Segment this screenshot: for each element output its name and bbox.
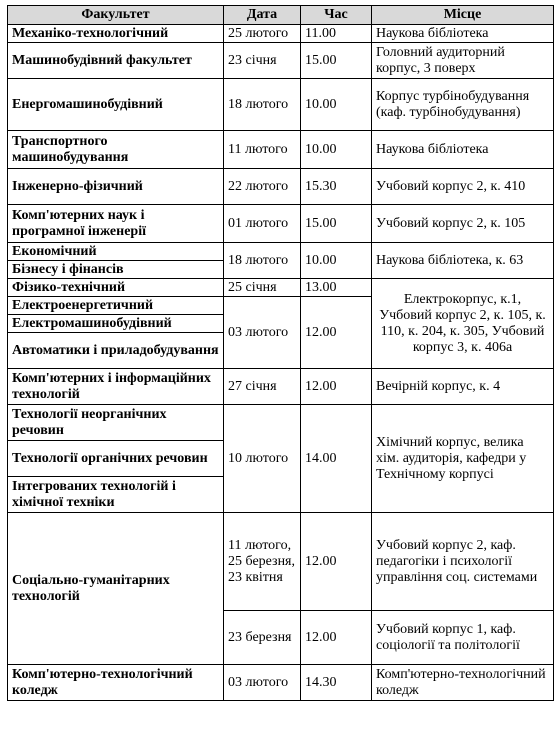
date-cell: 23 березня: [224, 611, 301, 665]
header-row: [8, 6, 554, 25]
date-cell: 18 лютого: [224, 79, 301, 131]
date-cell: 11 лютого: [224, 131, 301, 169]
date-cell: 22 лютого: [224, 169, 301, 205]
time-cell: 12.00: [301, 297, 372, 369]
time-cell: 14.30: [301, 665, 372, 701]
time-cell: 15.30: [301, 169, 372, 205]
faculty-cell: Механіко-технологічний: [8, 25, 224, 43]
faculty-cell: Електроенергетичний: [8, 297, 224, 315]
date-cell: 25 лютого: [224, 25, 301, 43]
schedule-table: [7, 5, 554, 701]
place-cell: Учбовий корпус 2, к. 410: [372, 169, 554, 205]
table-row: [8, 279, 554, 297]
faculty-cell: Соціально-гуманітарних технологій: [8, 513, 224, 665]
faculty-cell: Інтегрованих технологій і хімічної техніки: [8, 477, 224, 513]
place-cell: Головний аудиторний корпус, 3 поверх: [372, 43, 554, 79]
place-cell: Вечірній корпус, к. 4: [372, 369, 554, 405]
date-cell: 27 січня: [224, 369, 301, 405]
place-cell: Учбовий корпус 2, каф. педагогіки і психології управління соц. системами: [372, 513, 554, 611]
faculty-cell: Автоматики і приладобудування: [8, 333, 224, 369]
place-cell: Хімічний корпус, велика хім. аудиторія, кафедри у Технічному корпусі: [372, 405, 554, 513]
table-row: [8, 131, 554, 169]
time-cell: 15.00: [301, 205, 372, 243]
faculty-cell: Комп'ютерних наук і програмної інженерії: [8, 205, 224, 243]
table-row: [8, 665, 554, 701]
time-cell: 10.00: [301, 131, 372, 169]
place-cell: Наукова бібліотека, к. 63: [372, 243, 554, 279]
place-cell: Наукова бібліотека: [372, 131, 554, 169]
faculty-cell: Електромашинобудівний: [8, 315, 224, 333]
time-cell: 12.00: [301, 611, 372, 665]
time-cell: 11.00: [301, 25, 372, 43]
place-cell: Наукова бібліотека: [372, 25, 554, 43]
faculty-cell: Інженерно-фізичний: [8, 169, 224, 205]
table-row: [8, 43, 554, 79]
date-cell: 23 січня: [224, 43, 301, 79]
place-cell: Корпус турбінобудування (каф. турбінобудування): [372, 79, 554, 131]
time-cell: 13.00: [301, 279, 372, 297]
date-cell: 01 лютого: [224, 205, 301, 243]
date-cell: 18 лютого: [224, 243, 301, 279]
faculty-cell: Фізико-технічний: [8, 279, 224, 297]
place-cell: Учбовий корпус 1, каф. соціології та політології: [372, 611, 554, 665]
place-cell: Комп'ютерно-технологічний коледж: [372, 665, 554, 701]
faculty-cell: Машинобудівний факультет: [8, 43, 224, 79]
faculty-cell: Економічний: [8, 243, 224, 261]
table-row: [8, 405, 554, 441]
faculty-cell: Бізнесу і фінансів: [8, 261, 224, 279]
faculty-cell: Технології неорганічних речовин: [8, 405, 224, 441]
header-time: Час: [301, 6, 372, 25]
table-row: [8, 513, 554, 611]
date-cell: 11 лютого, 25 березня, 23 квітня: [224, 513, 301, 611]
table-row: [8, 169, 554, 205]
header-date: Дата: [224, 6, 301, 25]
faculty-cell: Комп'ютерно-технологічний коледж: [8, 665, 224, 701]
place-cell: Учбовий корпус 2, к. 105: [372, 205, 554, 243]
time-cell: 15.00: [301, 43, 372, 79]
time-cell: 10.00: [301, 243, 372, 279]
table-row: [8, 205, 554, 243]
date-cell: 03 лютого: [224, 665, 301, 701]
faculty-cell: Енергомашинобудівний: [8, 79, 224, 131]
time-cell: 12.00: [301, 513, 372, 611]
date-cell: 25 січня: [224, 279, 301, 297]
time-cell: 14.00: [301, 405, 372, 513]
faculty-cell: Технології органічних речовин: [8, 441, 224, 477]
header-faculty: Факультет: [8, 6, 224, 25]
header-place: Місце: [372, 6, 554, 25]
time-cell: 12.00: [301, 369, 372, 405]
date-cell: 03 лютого: [224, 297, 301, 369]
date-cell: 10 лютого: [224, 405, 301, 513]
faculty-cell: Транспортного машинобудування: [8, 131, 224, 169]
table-row: [8, 369, 554, 405]
table-row: [8, 243, 554, 261]
table-row: [8, 25, 554, 43]
faculty-cell: Комп'ютерних і інформаційних технологій: [8, 369, 224, 405]
table-row: [8, 79, 554, 131]
time-cell: 10.00: [301, 79, 372, 131]
place-cell: Електрокорпус, к.1, Учбовий корпус 2, к. 105, к. 110, к. 204, к. 305, Учбовий корпус 3, к. 406а: [372, 279, 554, 369]
